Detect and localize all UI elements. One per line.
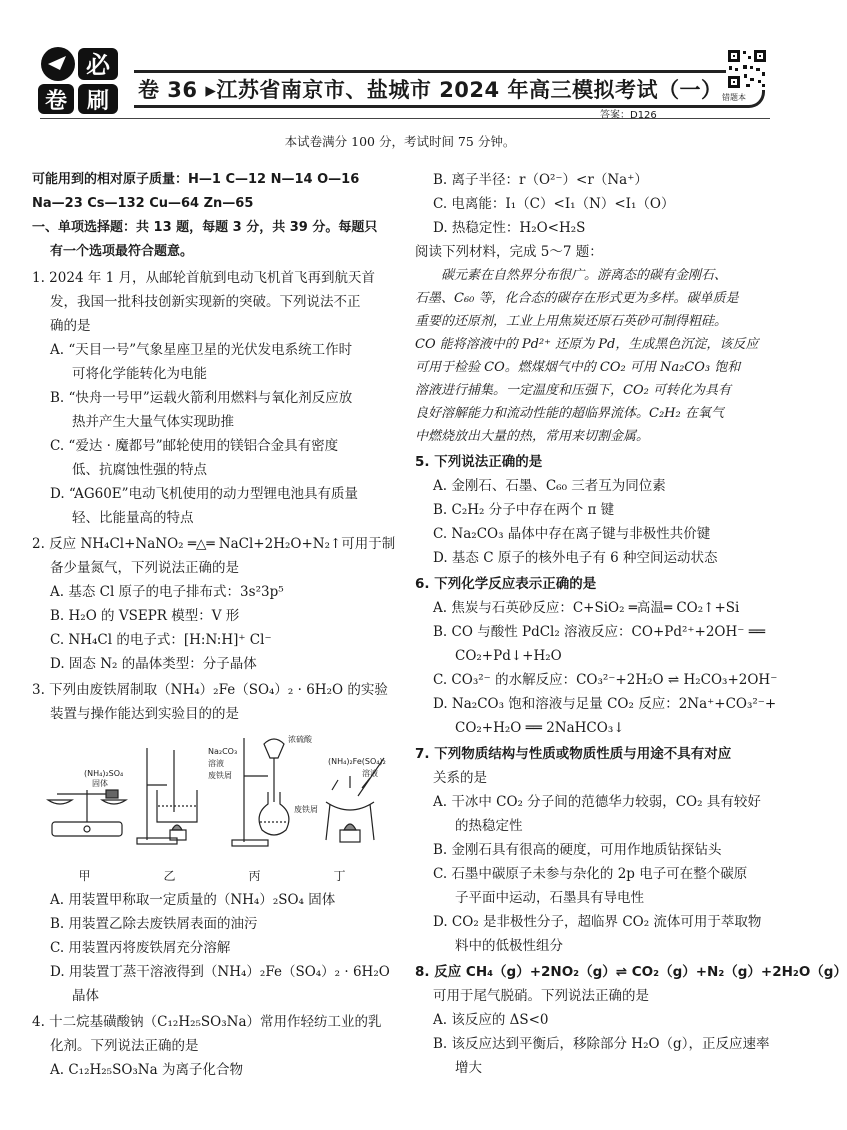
q1-option-a[interactable]: A. “天目一号”气象星座卫星的光伏发电系统工作时 — [50, 342, 353, 358]
q3-option-d-cont: 晶体 — [72, 988, 99, 1004]
q1-option-d[interactable]: D. “AG60E”电动飞机使用的动力型锂电池具有质量 — [50, 486, 359, 502]
caption-jia: 甲 — [78, 869, 91, 883]
q3-option-b[interactable]: B. 用装置乙除去废铁屑表面的油污 — [50, 916, 258, 932]
passage-line-7: 良好溶解能力和流动性能的超临界流体。C₂H₂ 在氧气 — [415, 406, 724, 421]
q7-option-c-cont: 子平面中运动，石墨具有导电性 — [455, 890, 644, 906]
question-5 — [415, 450, 787, 570]
q7-option-a[interactable]: A. 干冰中 CO₂ 分子间的范德华力较弱，CO₂ 具有较好 — [433, 794, 761, 810]
q7-option-a-cont: 的热稳定性 — [455, 818, 523, 834]
q2-stem-2: 备少量氮气，下列说法正确的是 — [50, 560, 239, 576]
q1-option-b-cont: 热并产生大量气体实现助推 — [72, 414, 234, 430]
q8-stem-1: 8. 反应 CH₄（g）+2NO₂（g）⇌ CO₂（g）+N₂（g）+2H₂O（g） — [415, 964, 847, 980]
q5-stem: 5. 下列说法正确的是 — [415, 454, 543, 470]
caption-bing: 丙 — [248, 869, 261, 883]
balance-apparatus-icon — [48, 790, 126, 836]
flask-funnel-apparatus-icon — [232, 738, 289, 846]
passage-line-8: 中燃烧放出大量的热，常用来切割金属。 — [415, 429, 650, 444]
section-heading-cont: 有一个选项最符合题意。 — [50, 244, 194, 259]
q7-option-c[interactable]: C. 石墨中碳原子未参与杂化的 2p 电子可在整个碳原 — [433, 866, 748, 882]
q4-stem-1: 4. 十二烷基磺酸钠（C₁₂H₂₅SO₃Na）常用作轻纺工业的乳 — [32, 1014, 382, 1030]
label-acid: 浓硫酸 — [288, 735, 312, 744]
apparatus-captions — [42, 864, 382, 888]
question-6 — [415, 572, 787, 740]
q8-option-b[interactable]: B. 该反应达到平衡后，移除部分 H₂O（g），正反应速率 — [433, 1036, 770, 1052]
q8-stem-2: 可用于尾气脱硝。下列说法正确的是 — [433, 988, 649, 1004]
q3-option-c[interactable]: C. 用装置丙将废铁屑充分溶解 — [50, 940, 231, 956]
q6-stem: 6. 下列化学反应表示正确的是 — [415, 576, 597, 592]
q4-option-a[interactable]: A. C₁₂H₂₅SO₃Na 为离子化合物 — [50, 1062, 243, 1078]
label-scrap: 废铁屑 — [208, 771, 232, 780]
question-7 — [415, 742, 787, 958]
label-solid: 固体 — [92, 779, 108, 788]
q5-option-d[interactable]: D. 基态 C 原子的核外电子有 6 种空间运动状态 — [433, 550, 718, 566]
question-3 — [32, 678, 402, 1008]
label-solution: 溶液 — [208, 759, 224, 768]
q4-option-b[interactable]: B. 离子半径：r（O²⁻）<r（Na⁺） — [433, 172, 648, 188]
question-1 — [32, 266, 402, 530]
passage-line-2: 石墨、C₆₀ 等，化合态的碳存在形式更为多样。碳单质是 — [415, 291, 739, 306]
passage-line-5: 可用于检验 CO。燃煤烟气中的 CO₂ 可用 Na₂CO₃ 饱和 — [415, 360, 741, 375]
q1-option-b[interactable]: B. “快舟一号甲”运载火箭利用燃料与氧化剂反应放 — [50, 390, 353, 406]
q6-option-a[interactable]: A. 焦炭与石英砂反应：C+SiO₂ ═高温═ CO₂↑+Si — [433, 600, 740, 616]
q2-option-d[interactable]: D. 固态 N₂ 的晶体类型：分子晶体 — [50, 656, 257, 672]
q7-option-d[interactable]: D. CO₂ 是非极性分子，超临界 CO₂ 流体可用于萃取物 — [433, 914, 762, 930]
label-salt: (NH₄)₂Fe(SO₄)₂ — [328, 757, 386, 766]
page-header — [36, 40, 776, 120]
question-4 — [32, 1010, 402, 1082]
passage-line-6: 溶液进行捕集。一定温度和压强下，CO₂ 可转化为具有 — [415, 383, 731, 398]
brand-logo — [36, 46, 132, 116]
apparatus-diagram — [32, 730, 392, 854]
q6-option-b-cont: CO₂+Pd↓+H₂O — [455, 648, 562, 664]
exam-title: 卷 36 ▸江苏省南京市、盐城市 2024 年高三模拟考试（一） — [138, 78, 723, 102]
atomic-mass-line-2: Na—23 Cs—132 Cu—64 Zn—65 — [32, 196, 254, 211]
q5-option-a[interactable]: A. 金刚石、石墨、C₆₀ 三者互为同位素 — [433, 478, 666, 494]
q2-option-a[interactable]: A. 基态 Cl 原子的电子排布式：3s²3p⁵ — [50, 584, 284, 600]
q1-option-c-cont: 低、抗腐蚀性强的特点 — [72, 462, 207, 478]
caption-yi: 乙 — [163, 869, 176, 883]
q3-option-a[interactable]: A. 用装置甲称取一定质量的（NH₄）₂SO₄ 固体 — [50, 892, 336, 908]
q4-stem-2: 化剂。下列说法正确的是 — [50, 1038, 199, 1054]
label-na2co3: Na₂CO₃ — [208, 747, 238, 756]
passage-line-4: CO 能将溶液中的 Pd²⁺ 还原为 Pd，生成黑色沉淀，该反应 — [415, 337, 759, 352]
passage-line-3: 重要的还原剂，工业上用焦炭还原石英砂可制得粗硅。 — [415, 314, 728, 329]
q6-option-b[interactable]: B. CO 与酸性 PdCl₂ 溶液反应：CO+Pd²⁺+2OH⁻ ══ — [433, 624, 765, 640]
q3-option-d[interactable]: D. 用装置丁蒸干溶液得到（NH₄）₂Fe（SO₄）₂ · 6H₂O — [50, 964, 390, 980]
qr-code-icon[interactable] — [726, 48, 768, 90]
q1-stem-2: 发，我国一批科技创新实现新的突破。下列说法不正 — [50, 294, 361, 310]
reading-passage — [415, 264, 787, 448]
exam-intro: 本试卷满分 100 分，考试时间 75 分钟。 — [284, 134, 516, 149]
label-nh4so4: (NH₄)₂SO₄ — [84, 769, 124, 778]
q8-option-b-cont: 增大 — [455, 1060, 482, 1076]
q4-option-c[interactable]: C. 电离能：I₁（C）<I₁（N）<I₁（O） — [433, 196, 675, 212]
atomic-mass-line-1: 可能用到的相对原子质量：H—1 C—12 N—14 O—16 — [32, 172, 360, 187]
q2-stem-1: 2. 反应 NH₄Cl+NaNO₂ ═△═ NaCl+2H₂O+N₂↑可用于制 — [32, 536, 396, 552]
answer-reference: 答案：D126 — [600, 110, 657, 121]
q7-option-b[interactable]: B. 金刚石具有很高的硬度，可用作地质钻探钻头 — [433, 842, 722, 858]
q1-stem-3: 确的是 — [50, 318, 91, 334]
left-column — [32, 168, 402, 1082]
passage-line-1: 碳元素在自然界分布很广。游离态的碳有金刚石、 — [441, 268, 728, 283]
logo-char-2: 卷 — [44, 88, 68, 114]
logo-char-3: 刷 — [86, 88, 110, 114]
q4-option-d[interactable]: D. 热稳定性：H₂O<H₂S — [433, 220, 586, 236]
q6-option-c[interactable]: C. CO₃²⁻ 的水解反应：CO₃²⁻+2H₂O ⇌ H₂CO₃+2OH⁻ — [433, 672, 778, 688]
q7-option-d-cont: 料中的低极性组分 — [455, 938, 563, 954]
q6-option-d[interactable]: D. Na₂CO₃ 饱和溶液与足量 CO₂ 反应：2Na⁺+CO₃²⁻+ — [433, 696, 777, 712]
caption-ding: 丁 — [333, 869, 346, 883]
label-scrap-2: 废铁屑 — [294, 805, 318, 814]
q2-option-b[interactable]: B. H₂O 的 VSEPR 模型：V 形 — [50, 608, 240, 624]
beaker-heater-apparatus-icon — [137, 748, 197, 844]
right-column — [415, 168, 847, 1080]
q8-option-a[interactable]: A. 该反应的 ΔS<0 — [433, 1012, 549, 1028]
q5-option-b[interactable]: B. C₂H₂ 分子中存在两个 π 键 — [433, 502, 615, 518]
question-2 — [32, 532, 402, 676]
q5-option-c[interactable]: C. Na₂CO₃ 晶体中存在离子键与非极性共价键 — [433, 526, 711, 542]
q7-stem-2: 关系的是 — [433, 770, 487, 786]
header-divider — [40, 118, 770, 119]
logo-char-1: 必 — [86, 50, 110, 79]
q6-option-d-cont: CO₂+H₂O ══ 2NaHCO₃↓ — [455, 720, 625, 736]
reading-instruction: 阅读下列材料，完成 5～7 题： — [415, 244, 603, 260]
q7-stem-1: 7. 下列物质结构与性质或物质性质与用途不具有对应 — [415, 746, 732, 762]
qr-label: 错题本 — [722, 93, 746, 102]
label-solution-2: 溶液 — [362, 769, 378, 778]
q1-option-a-cont: 可将化学能转化为电能 — [72, 366, 207, 382]
q1-option-c[interactable]: C. “爱达 · 魔都号”邮轮使用的镁铝合金具有密度 — [50, 438, 339, 454]
question-8 — [415, 960, 847, 1080]
q3-stem-1: 3. 下列由废铁屑制取（NH₄）₂Fe（SO₄）₂ · 6H₂O 的实验 — [32, 682, 388, 698]
q3-stem-2: 装置与操作能达到实验目的的是 — [50, 706, 239, 722]
q2-option-c[interactable]: C. NH₄Cl 的电子式：[H:N:H]⁺ Cl⁻ — [50, 632, 272, 648]
q1-stem-1: 1. 2024 年 1 月，从邮轮首航到电动飞机首飞再到航天首 — [32, 270, 375, 286]
q1-option-d-cont: 轻、比能量高的特点 — [72, 510, 194, 526]
section-heading: 一、单项选择题：共 13 题，每题 3 分，共 39 分。每题只 — [32, 220, 378, 235]
title-bar — [134, 70, 765, 108]
